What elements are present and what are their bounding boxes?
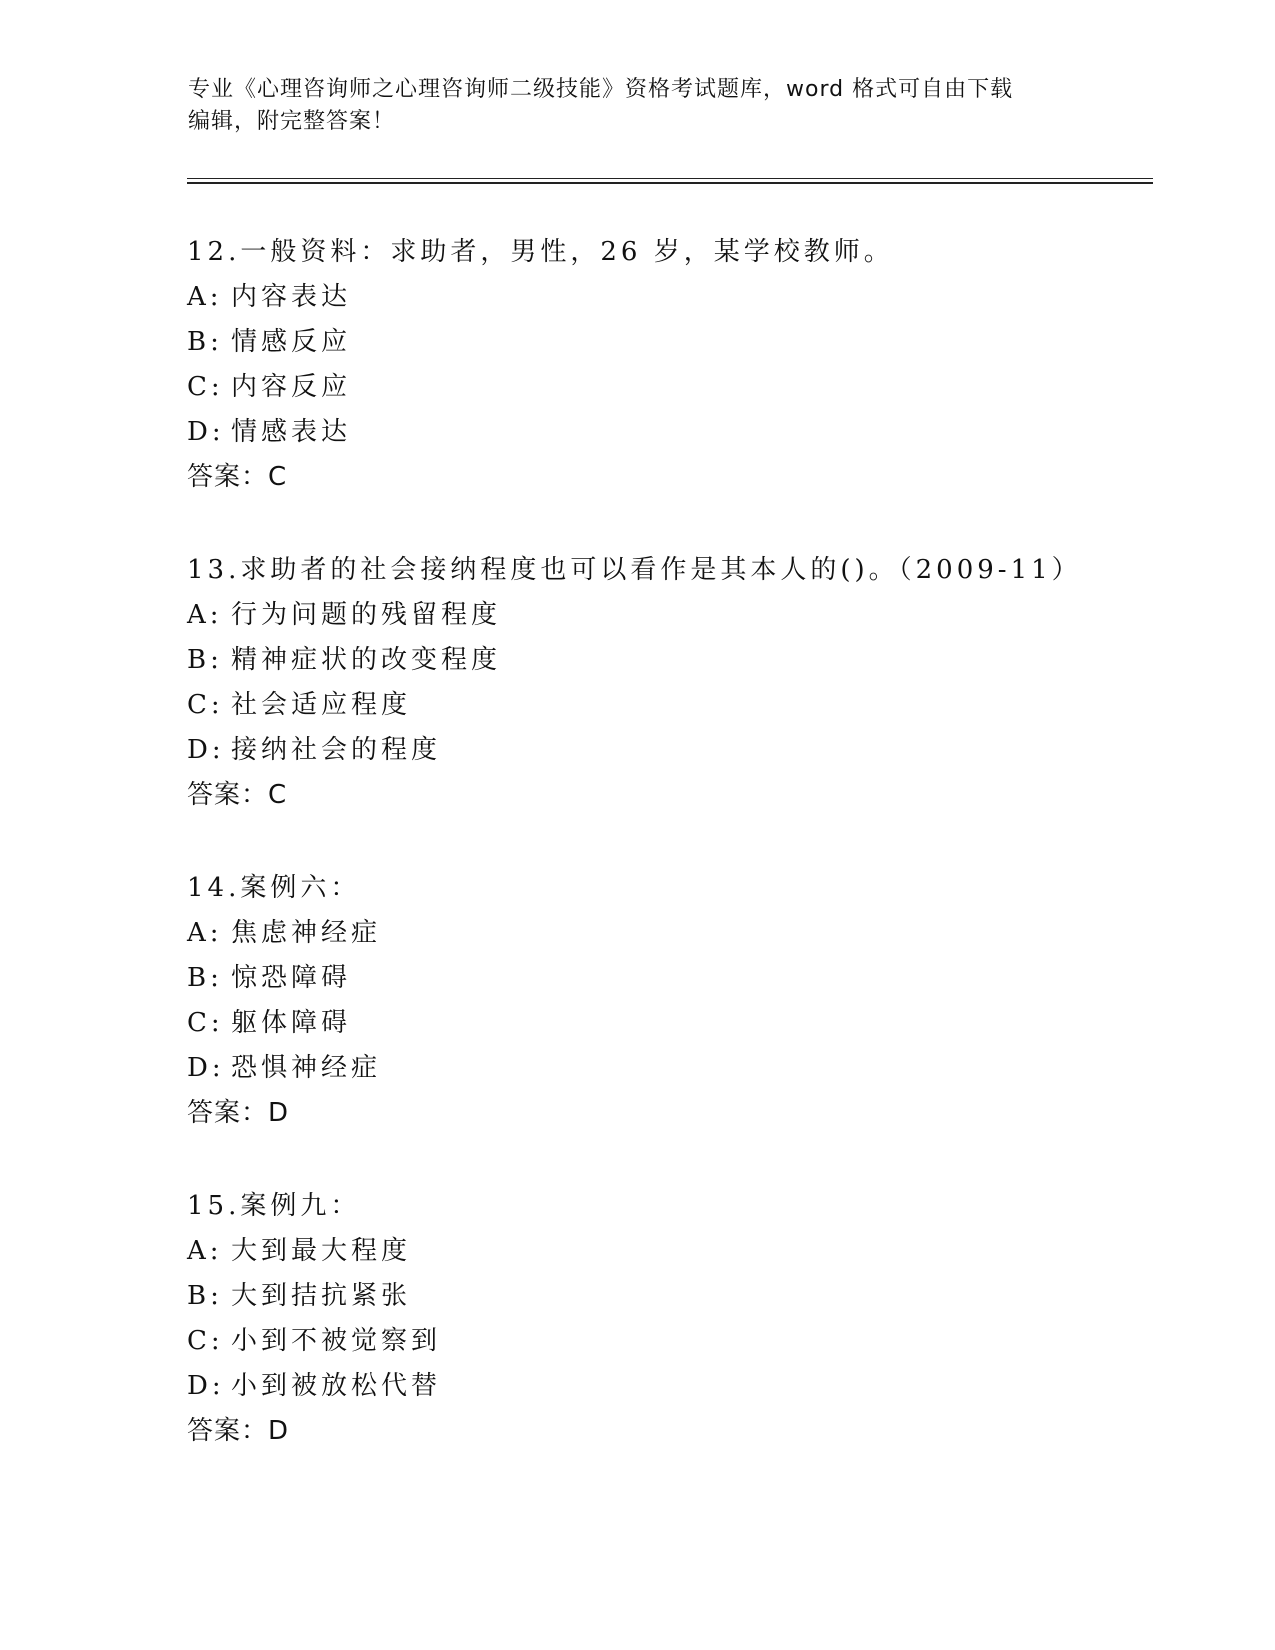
- option-letter: D:: [187, 1371, 225, 1401]
- question-13: [187, 548, 1147, 866]
- option-letter: B:: [187, 1281, 223, 1311]
- option-letter: B:: [187, 327, 223, 357]
- question-15: [187, 1184, 1147, 1502]
- option-b: [187, 956, 1147, 1001]
- option-b: [187, 320, 1147, 365]
- option-c: [187, 365, 1147, 410]
- answer-line: 答案：C: [187, 462, 288, 492]
- answer-line: 答案：D: [187, 1098, 290, 1128]
- header-divider-thin: [187, 178, 1153, 179]
- option-letter: A:: [187, 282, 223, 312]
- question-stem: 15.案例九：: [187, 1191, 361, 1221]
- option-d: [187, 728, 1147, 773]
- question-14: [187, 866, 1147, 1184]
- option-text: 情感表达: [231, 417, 352, 447]
- option-a: [187, 275, 1147, 320]
- option-letter: D:: [187, 1053, 225, 1083]
- question-stem: 14.案例六：: [187, 873, 361, 903]
- option-text: 精神症状的改变程度: [231, 645, 502, 675]
- option-d: [187, 410, 1147, 455]
- option-letter: A:: [187, 918, 223, 948]
- option-text: 情感反应: [231, 327, 352, 357]
- header-line-1: 专业《心理咨询师之心理咨询师二级技能》资格考试题库，word 格式可自由下载: [188, 77, 1014, 102]
- option-b: [187, 638, 1147, 683]
- question-12: [187, 230, 1147, 548]
- option-text: 小到不被觉察到: [231, 1326, 442, 1356]
- option-letter: D:: [187, 735, 225, 765]
- option-text: 内容反应: [231, 372, 352, 402]
- option-d: [187, 1364, 1147, 1409]
- header-divider-thick: [187, 182, 1153, 184]
- option-c: [187, 683, 1147, 728]
- option-letter: C:: [187, 1008, 224, 1038]
- option-a: [187, 1229, 1147, 1274]
- option-text: 躯体障碍: [231, 1008, 352, 1038]
- answer-line: 答案：D: [187, 1416, 290, 1446]
- option-text: 恐惧神经症: [231, 1053, 382, 1083]
- option-c: [187, 1319, 1147, 1364]
- document-header: [188, 74, 1088, 138]
- option-d: [187, 1046, 1147, 1091]
- option-text: 大到拮抗紧张: [231, 1281, 412, 1311]
- option-letter: C:: [187, 372, 224, 402]
- option-letter: D:: [187, 417, 225, 447]
- option-letter: A:: [187, 1236, 223, 1266]
- option-text: 大到最大程度: [231, 1236, 412, 1266]
- option-a: [187, 593, 1147, 638]
- option-letter: C:: [187, 1326, 224, 1356]
- option-text: 惊恐障碍: [231, 963, 352, 993]
- option-letter: B:: [187, 645, 223, 675]
- option-text: 行为问题的残留程度: [231, 600, 502, 630]
- answer-line: 答案：C: [187, 780, 288, 810]
- option-letter: A:: [187, 600, 223, 630]
- option-letter: B:: [187, 963, 223, 993]
- option-text: 社会适应程度: [231, 690, 412, 720]
- option-text: 焦虑神经症: [231, 918, 382, 948]
- question-list: [187, 230, 1147, 1502]
- option-text: 内容表达: [231, 282, 352, 312]
- header-line-2: 编辑，附完整答案！: [188, 109, 396, 134]
- option-text: 接纳社会的程度: [231, 735, 442, 765]
- option-b: [187, 1274, 1147, 1319]
- option-text: 小到被放松代替: [231, 1371, 442, 1401]
- question-stem: 12.一般资料：求助者，男性，26 岁，某学校教师。: [187, 237, 894, 267]
- option-c: [187, 1001, 1147, 1046]
- option-a: [187, 911, 1147, 956]
- question-stem: 13.求助者的社会接纳程度也可以看作是其本人的()。（2009-11）: [187, 555, 1082, 585]
- option-letter: C:: [187, 690, 224, 720]
